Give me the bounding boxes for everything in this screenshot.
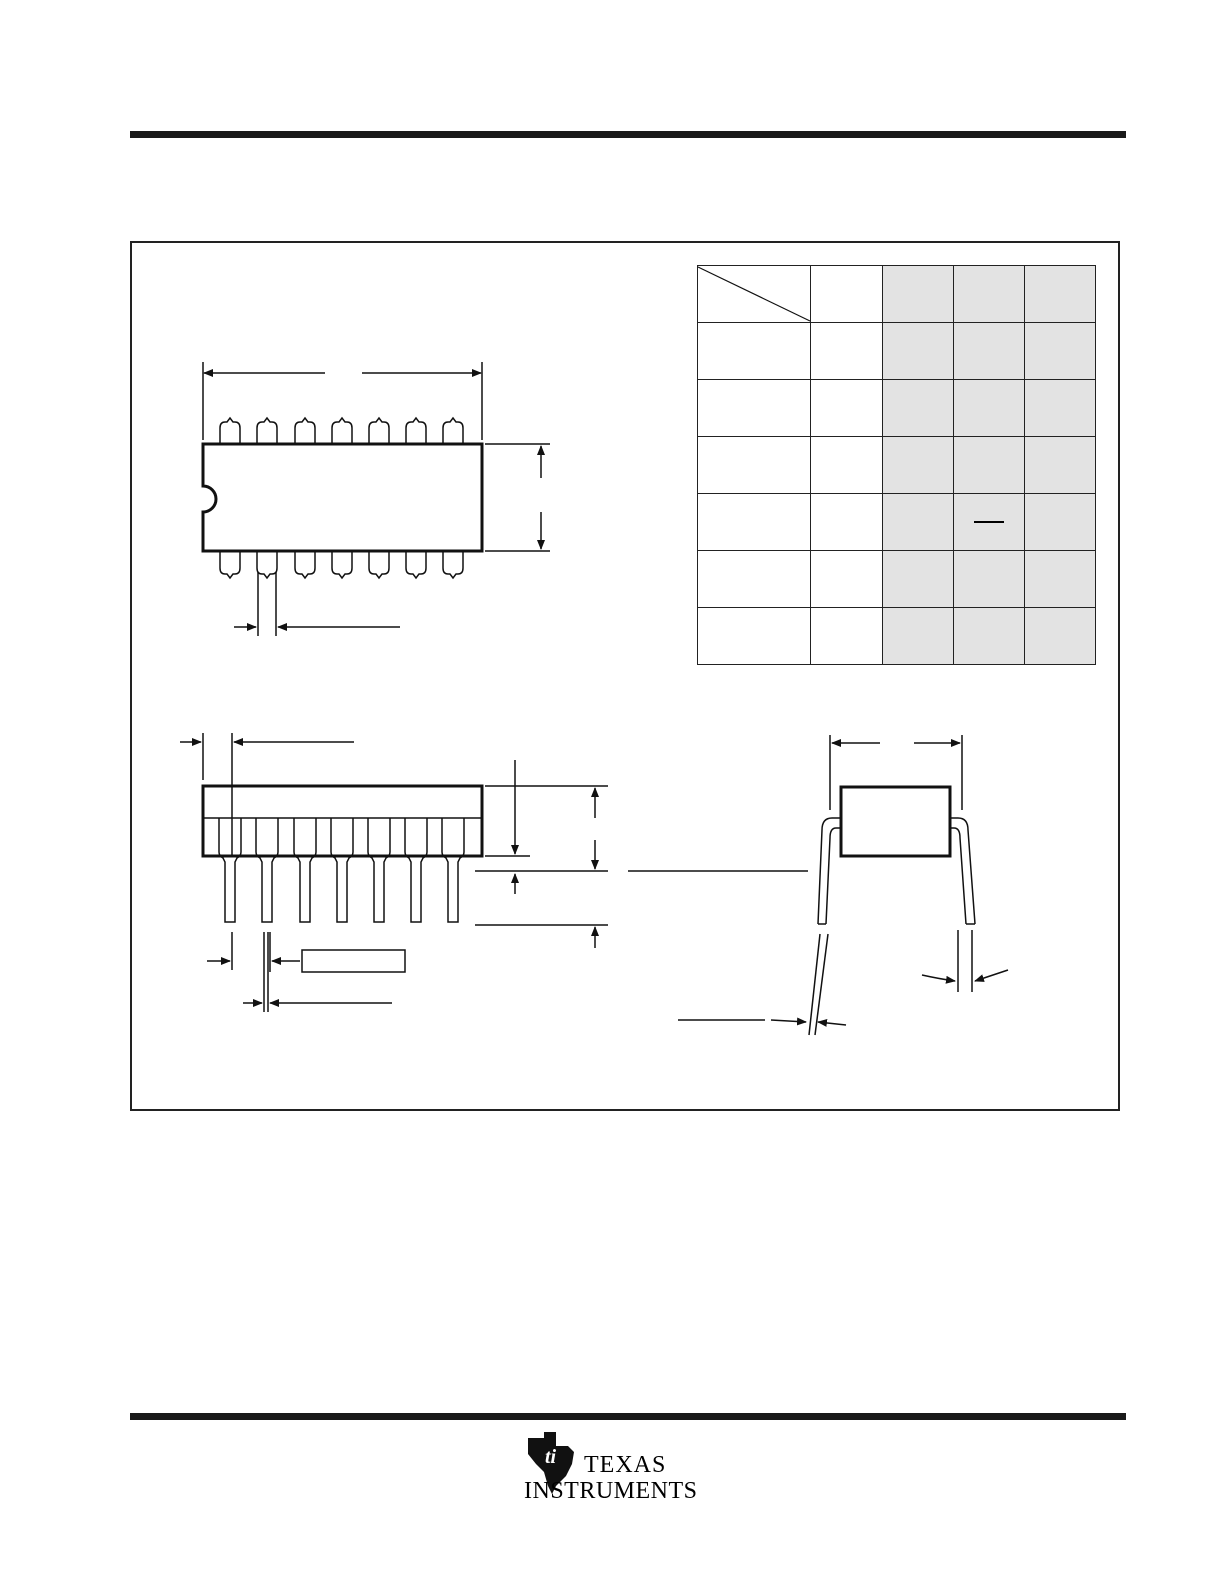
logo-line2: INSTRUMENTS: [524, 1478, 698, 1504]
table-cell: [883, 551, 954, 608]
side-lead: [405, 818, 427, 922]
side-lead: [294, 818, 316, 922]
table-cell: [811, 266, 883, 323]
end-view: [678, 735, 1008, 1035]
table-cell: [883, 437, 954, 494]
table-cell: [698, 494, 811, 551]
table-cell: [1025, 380, 1096, 437]
table-row: [698, 266, 1096, 323]
bottom-pin: [257, 551, 277, 578]
table-cell: [883, 608, 954, 665]
top-pin: [406, 418, 426, 444]
table-cell: [811, 380, 883, 437]
table-cell: [698, 266, 811, 323]
table-cell: [1025, 323, 1096, 380]
side-view: [180, 733, 808, 1012]
table-cell: [1025, 494, 1096, 551]
table-row: [698, 323, 1096, 380]
table-cell: [698, 608, 811, 665]
table-cell: [811, 608, 883, 665]
side-lead: [256, 818, 278, 922]
table-cell: [811, 551, 883, 608]
top-pin: [220, 418, 240, 444]
bottom-pin: [220, 551, 240, 578]
table-cell: [954, 266, 1025, 323]
table-cell: [811, 323, 883, 380]
dimension-table: [697, 265, 1096, 665]
top-pin: [369, 418, 389, 444]
bottom-pin: [406, 551, 426, 578]
table-cell: [698, 437, 811, 494]
table-cell: [1025, 551, 1096, 608]
bottom-pin: [295, 551, 315, 578]
top-pin: [332, 418, 352, 444]
side-lead: [219, 818, 241, 922]
table-cell: [883, 380, 954, 437]
table-row: [698, 494, 1096, 551]
table-cell: [698, 551, 811, 608]
table-cell: [954, 551, 1025, 608]
table-cell: [1025, 437, 1096, 494]
table-row: [698, 608, 1096, 665]
table-cell: [954, 494, 1025, 551]
table-row: [698, 437, 1096, 494]
table-row: [698, 551, 1096, 608]
table-cell: [883, 494, 954, 551]
table-cell: [811, 437, 883, 494]
table-cell: [954, 380, 1025, 437]
table-cell: [883, 323, 954, 380]
top-view-pins: [220, 418, 463, 578]
overbar-mark: [974, 521, 1004, 523]
side-lead: [442, 818, 464, 922]
svg-text:ti: ti: [545, 1446, 557, 1468]
side-lead: [368, 818, 390, 922]
top-pin: [295, 418, 315, 444]
table-cell: [954, 608, 1025, 665]
bottom-pin: [443, 551, 463, 578]
side-lead: [331, 818, 353, 922]
bottom-pin: [369, 551, 389, 578]
table-cell: [954, 437, 1025, 494]
top-pin: [257, 418, 277, 444]
top-pin: [443, 418, 463, 444]
footer-rule: [130, 1413, 1126, 1420]
table-cell: [883, 266, 954, 323]
table-cell: [698, 323, 811, 380]
table-cell: [954, 323, 1025, 380]
table-cell: [1025, 266, 1096, 323]
side-view-pins: [219, 818, 464, 922]
table-cell: [698, 380, 811, 437]
logo-line1: TEXAS: [584, 1452, 667, 1478]
table-cell: [811, 494, 883, 551]
bottom-pin: [332, 551, 352, 578]
top-view: [203, 362, 550, 636]
table-row: [698, 380, 1096, 437]
table-cell: [1025, 608, 1096, 665]
